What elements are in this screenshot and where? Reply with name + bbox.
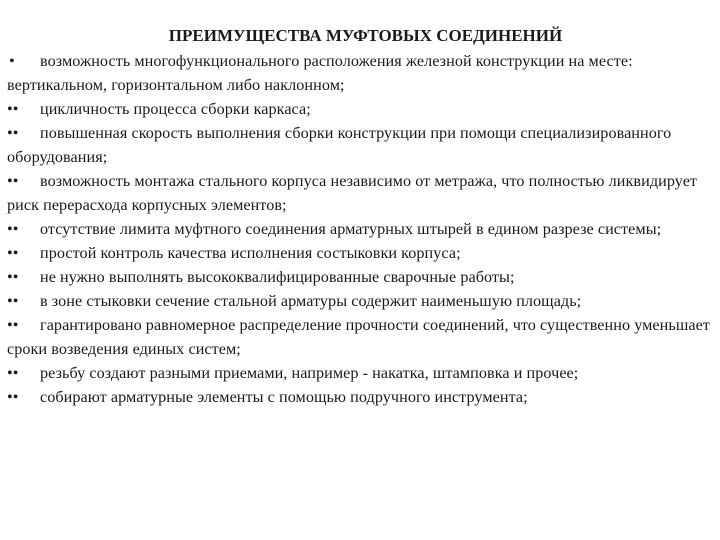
bullet-marker: • [9,52,15,70]
list-item-text: простой контроль качества исполнения состыковки корпуса; [40,244,461,262]
bullet-marker: •• [7,316,19,334]
bullet-marker: •• [7,220,19,238]
advantages-list [7,49,712,409]
bullet-marker: •• [7,388,19,406]
list-item-text: гарантировано равномерное распределение прочности соединений, что существенно уменьшает сроки возведения единых систем; [7,316,710,358]
list-item-text: цикличность процесса сборки каркаса; [40,100,311,118]
list-item [7,169,712,217]
list-item [7,265,712,289]
list-item [7,49,712,97]
list-item-text: отсутствие лимита муфтного соединения арматурных штырей в едином разрезе системы; [40,220,662,238]
bullet-marker: •• [7,244,19,262]
document-title: ПРЕИМУЩЕСТВА МУФТОВЫХ СОЕДИНЕНИЙ [168,26,563,45]
bullet-marker: •• [7,292,19,310]
list-item-text: возможность монтажа стального корпуса независимо от метража, что полностью ликвидирует риск перерасхода корпусных элементов; [7,172,698,214]
list-item [7,97,712,121]
list-item-text: возможность многофункционального расположения железной конструкции на месте: вертикальном, горизонтальном либо наклонном; [7,52,633,94]
list-item-text: резьбу создают разными приемами, например - накатка, штамповка и прочее; [40,364,579,382]
list-item-text: не нужно выполнять высококвалифицированные сварочные работы; [40,268,515,286]
bullet-marker: •• [7,268,19,286]
list-item-text: собирают арматурные элементы с помощью подручного инструмента; [40,388,528,406]
list-item [7,385,712,409]
list-item-text: в зоне стыковки сечение стальной арматуры содержит наименьшую площадь; [40,292,582,310]
list-item-text: повышенная скорость выполнения сборки конструкции при помощи специализированного оборудования; [7,124,672,166]
bullet-marker: •• [7,172,19,190]
list-item [7,289,712,313]
list-item [7,241,712,265]
list-item [7,313,712,361]
list-item [7,217,712,241]
bullet-marker: •• [7,364,19,382]
bullet-marker: •• [7,124,19,142]
bullet-marker: •• [7,100,19,118]
list-item [7,361,712,385]
list-item [7,121,712,169]
